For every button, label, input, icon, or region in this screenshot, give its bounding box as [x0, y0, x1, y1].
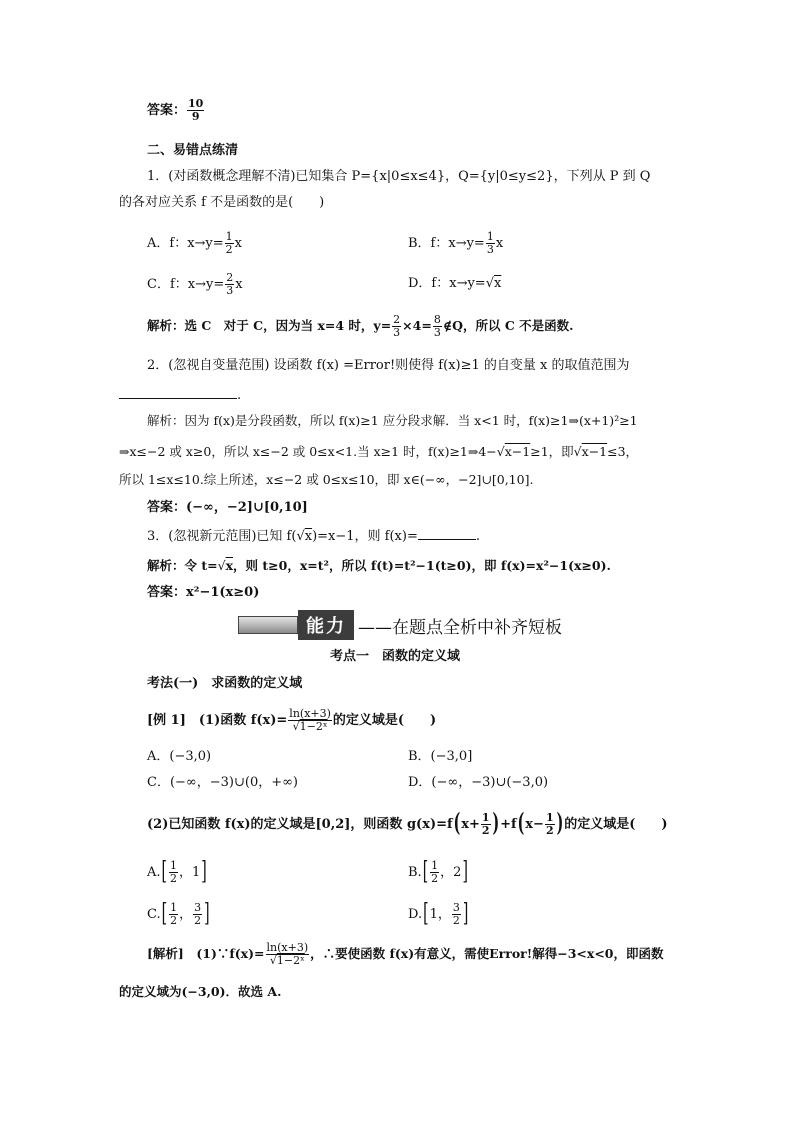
section-heading: 二、易错点练清: [147, 143, 239, 158]
ex1b-option-a: A.[ $\frac{1}{2}$ ，1]: [147, 857, 207, 887]
ex1b-option-b: B.[ $\frac{1}{2}$ ，2]: [408, 857, 468, 887]
q1-solution: 解析：选 C 对于 C，因为当 x=4 时，y= $\frac{2}{3}$ ×4= $\frac{8}{3}$ ∉Q，所以 C 不是函数.: [147, 313, 574, 339]
q1-option-b: B．f：x→y= $\frac{1}{3}$ x: [408, 230, 504, 256]
sqrt-icon: √: [269, 954, 277, 967]
ex1-option-c: C．(−∞，−3)∪(0，+∞): [147, 775, 299, 790]
q2-answer: 答案：(−∞，−2]∪[0,10]: [147, 500, 308, 515]
q1-stem-line1: 1．(对函数概念理解不清)已知集合 P={x|0≤x≤4}，Q={y|0≤y≤2}，下列从 P 到 Q: [147, 169, 651, 184]
method-title: 考法(一) 求函数的定义域: [147, 676, 303, 691]
q1-stem-line2: 的各对应关系 f 不是函数的是( ): [119, 195, 325, 210]
topic-title: 考点一 函数的定义域: [330, 649, 461, 664]
q3-answer: 答案：x²−1(x≥0): [147, 585, 260, 600]
sqrt-icon: √: [296, 529, 305, 544]
q2-stem: 2．(忽视自变量范围) 设函数 f(x) =Error!则使得 f(x)≥1 的自变量 x 的取值范围为: [147, 358, 630, 373]
section-banner: [238, 612, 562, 638]
q1-option-c: C．f：x→y= $\frac{2}{3}$ x: [147, 271, 243, 297]
ex1-option-b: B．(−3,0]: [408, 749, 473, 764]
q1-option-a: A．f：x→y= $\frac{1}{2}$ x: [147, 230, 243, 256]
q2-solution-line2: ⇒x≤−2 或 x≥0，所以 x≤−2 或 0≤x<1.当 x≥1 时，f(x)≥1⇒4−√x−1≥1，即√x−1≤3，: [119, 444, 639, 459]
q2-solution-line1: 解析：因为 f(x)是分段函数，所以 f(x)≥1 应分段求解．当 x<1 时，f(x)≥1⇒(x+1)²≥1: [147, 413, 638, 428]
example1-part1: [例 1] (1)函数 f(x)= $\frac{\ln(x+3)}{\text{√1−2ˣ}}$ 的定义域是( ): [147, 707, 437, 733]
analysis-line2: 的定义域为(−3,0)．故选 A.: [119, 984, 282, 999]
ex1-option-d: D．(−∞，−3)∪(−3,0): [408, 775, 549, 790]
banner-bar: [238, 616, 298, 634]
ex1b-option-c: C.[ $\frac{1}{2}$ ， $\frac{3}{2}$ ]: [147, 899, 210, 929]
answer-fraction: $\frac{10}{9}$: [188, 97, 204, 123]
sqrt-icon: √: [292, 720, 300, 733]
sqrt-icon: √: [496, 444, 505, 459]
sqrt-icon: √: [485, 276, 494, 291]
example1-part2: (2)已知函数 f(x)的定义域是[0,2]，则函数 g(x)=f(x+ $\frac{1}{2}$ )+f(x− $\frac{1}{2}$ )的定义域是( ): [147, 809, 668, 839]
analysis-line1: [解析] (1)∵f(x)= $\frac{\ln(x+3)}{\text{√1−2ˣ}}$ ，∴要使函数 f(x)有意义，需使Error!解得−3<x<0，即函数: [147, 941, 664, 967]
banner-text: ——在题点全析中补齐短板: [358, 617, 562, 638]
sqrt-icon: √: [217, 558, 226, 573]
sqrt-icon: √: [573, 444, 582, 459]
q2-solution-line3: 所以 1≤x≤10.综上所述，x≤−2 或 0≤x≤10，即 x∈(−∞，−2]∪[0,10].: [119, 472, 534, 487]
ex1b-option-d: D.[1， $\frac{3}{2}$ ]: [408, 899, 469, 929]
q1-option-d: D．f：x→y=√x: [408, 276, 502, 291]
q2-answer-blank: .: [119, 386, 241, 405]
banner-tag: 能力: [298, 610, 354, 640]
q3-solution: 解析：令 t=√x，则 t≥0，x=t²，所以 f(t)=t²−1(t≥0)，即 f(x)=x²−1(x≥0).: [147, 558, 611, 573]
ex1-option-a: A．(−3,0): [147, 749, 212, 764]
q3-stem: 3．(忽视新元范围)已知 f(√x)=x−1，则 f(x)= .: [147, 529, 480, 544]
previous-answer: 答案： $\frac{10}{9}$: [147, 97, 204, 123]
